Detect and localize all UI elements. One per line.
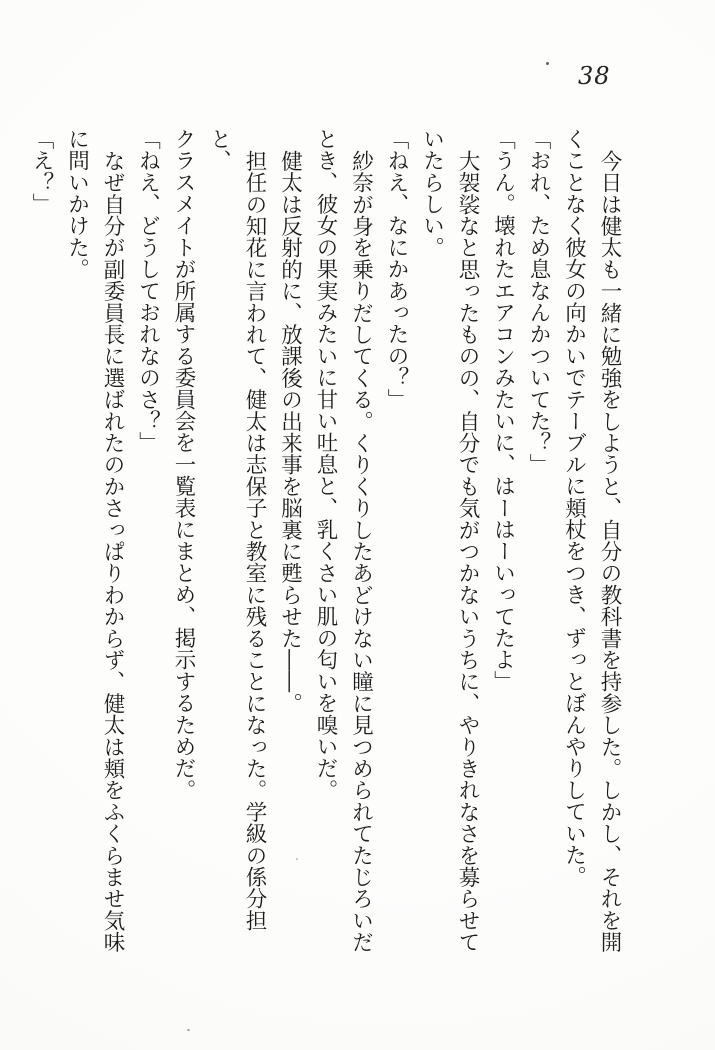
text-line: いたらしい。 [419,128,445,259]
text-line: 「ねえ、どうしておれなのさ？」 [135,128,161,454]
text-line: 紗奈が身を乗りだしてくる。くりくりしたあどけない瞳に見つめられてたじろいだ [348,149,374,953]
page-number: 38 [578,62,611,90]
text-line: 「え？」 [29,128,54,215]
text-columns [24,128,628,970]
text-line: 「ねえ、なにかあったの？」 [384,128,409,411]
scan-speck [296,858,298,860]
text-line: 「うん。壊れたエアコンみたいに、はーはーいってたよ」 [490,128,516,693]
scan-speck [187,1029,190,1031]
text-line: くことなく彼女の向かいでテーブルに頬杖をつき、ずっとぼんやりしていた。 [561,128,587,888]
text-line: に問いかけた。 [64,128,90,280]
text-line: なぜ自分が副委員長に選ばれたのかさっぱりわからず、健太は頬をふくらませ気味 [100,149,125,953]
text-line: とき、彼女の果実みたいに甘い吐息と、乳くさい肌の匂いを嗅いだ。 [313,128,338,801]
text-line: 今日は健太も一緒に勉強をしようと、自分の教科書を持参した。しかし、それを開 [597,149,622,953]
text-line: 「おれ、ため息なんかついてた？」 [526,128,551,476]
text-line: クラスメイトが所属する委員会を一覧表にまとめ、掲示するためだ。 [171,128,196,801]
scan-speck [546,62,549,65]
text-line: 健太は反射的に、放課後の出来事を脳裏に甦らせた――。 [277,149,303,714]
text-line: 担任の知花に言われて、健太は志保子と教室に残ることになった。学級の係分担と、 [206,128,267,931]
text-line: 大袈裟なと思ったものの、自分でも気がつかないうちに、やりきれなさを募らせて [455,149,480,953]
